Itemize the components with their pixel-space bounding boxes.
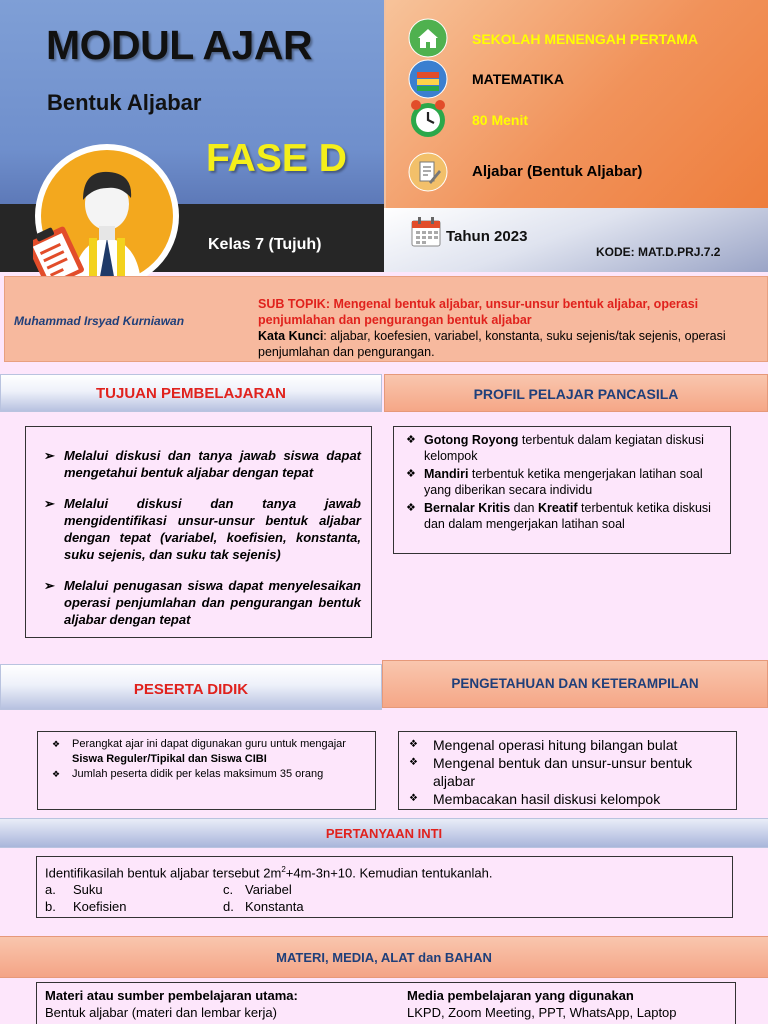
tujuan-item: ➢ Melalui diskusi dan tanya jawab mengidentifikasi unsur-unsur bentuk aljabar dengan tepat (variabel, koefisien, konstanta, suku sejenis, dan suku tak sejenis) (44, 496, 361, 562)
diamond-bullet-icon: ❖ (406, 502, 416, 514)
peserta-item: ❖ Perangkat ajar ini dapat digunakan guru untuk mengajar Siswa Reguler/Tipikal dan Siswa CIBI (52, 738, 346, 765)
keyword-label: Kata Kunci (258, 329, 324, 343)
info-duration: 80 Menit (472, 112, 529, 128)
teacher-avatar-icon (33, 142, 181, 290)
diamond-bullet-icon: ❖ (52, 739, 61, 749)
pertanyaan-box (36, 856, 733, 918)
tujuan-item: ➢ Melalui diskusi dan tanya jawab siswa dapat mengetahui bentuk aljabar dengan tepat (44, 448, 361, 480)
section-pertanyaan-header: PERTANYAAN INTI (0, 818, 768, 848)
kelas-label: Kelas 7 (Tujuh) (208, 236, 322, 253)
materi-right-text: LKPD, Zoom Meeting, PPT, WhatsApp, Laptop (407, 1005, 677, 1020)
alarm-clock-icon (408, 99, 448, 139)
arrow-bullet-icon: ➢ (44, 496, 55, 511)
section-profil-header: PROFIL PELAJAR PANCASILA (384, 374, 768, 412)
materi-right (407, 987, 677, 1021)
diamond-bullet-icon: ❖ (409, 793, 418, 804)
pengetahuan-item: ❖ Mengenal operasi hitung bilangan bulat (409, 737, 678, 753)
book-icon (408, 59, 448, 99)
module-subtitle: Bentuk Aljabar (47, 90, 202, 115)
option-d: d. Konstanta (223, 899, 304, 915)
section-pengetahuan-header: PENGETAHUAN DAN KETERAMPILAN (382, 660, 768, 708)
arrow-bullet-icon: ➢ (44, 448, 55, 463)
pengetahuan-item: ❖ Membacakan hasil diskusi kelompok (409, 791, 661, 807)
materi-right-title: Media pembelajaran yang digunakan (407, 988, 634, 1003)
author-name: Muhammad Irsyad Kurniawan (14, 314, 185, 328)
keyword-text: : aljabar, koefesien, variabel, konstanta, suku sejenis/tak sejenis, operasi penjumlahan dan pengurangan. (258, 329, 726, 359)
section-tujuan-header: TUJUAN PEMBELAJARAN (0, 374, 382, 412)
option-b: b. Koefisien (45, 899, 127, 915)
diamond-bullet-icon: ❖ (409, 757, 418, 768)
year-label: Tahun 2023 (446, 228, 528, 245)
materi-left-title: Materi atau sumber pembelajaran utama: (45, 988, 298, 1003)
subtopic-text: SUB TOPIK: Mengenal bentuk aljabar, unsur-unsur bentuk aljabar, operasi penjumlahan dan pengurangan bentuk aljabar (258, 297, 699, 327)
diamond-bullet-icon: ❖ (52, 769, 61, 779)
tujuan-item: ➢ Melalui penugasan siswa dapat menyelesaikan operasi penjumlahan dan pengurangan bentuk aljabar dengan tepat (44, 578, 361, 627)
diamond-bullet-icon: ❖ (406, 468, 416, 480)
diamond-bullet-icon: ❖ (406, 434, 416, 446)
pengetahuan-item: ❖ Mengenal bentuk dan unsur-unsur bentuk aljabar (409, 755, 693, 789)
diamond-bullet-icon: ❖ (409, 739, 418, 750)
profil-item: ❖ Gotong Royong terbentuk dalam kegiatan diskusi kelompok (406, 433, 704, 463)
peserta-box (37, 731, 376, 810)
arrow-bullet-icon: ➢ (44, 578, 55, 593)
section-materi-header: MATERI, MEDIA, ALAT dan BAHAN (0, 936, 768, 978)
materi-left (45, 987, 298, 1021)
option-c: c. Variabel (223, 882, 292, 898)
fase-label: FASE D (206, 137, 347, 180)
tujuan-box (25, 426, 372, 638)
info-school: SEKOLAH MENENGAH PERTAMA (472, 31, 699, 47)
subtopic-block (258, 296, 768, 360)
calendar-icon (410, 216, 442, 248)
document-edit-icon (408, 152, 448, 192)
profil-box (393, 426, 731, 554)
materi-left-text: Bentuk aljabar (materi dan lembar kerja) (45, 1005, 277, 1020)
info-subject: MATEMATIKA (472, 71, 565, 87)
pengetahuan-box (398, 731, 737, 810)
school-icon (408, 18, 448, 58)
profil-item: ❖ Bernalar Kritis dan Kreatif terbentuk ketika diskusi dan dalam mengerjakan latihan soal (406, 501, 711, 531)
materi-box (36, 982, 736, 1024)
peserta-item: ❖ Jumlah peserta didik per kelas maksimum 35 orang (52, 768, 324, 780)
info-topic: Aljabar (Bentuk Aljabar) (472, 163, 643, 180)
module-code: KODE: MAT.D.PRJ.7.2 (596, 245, 721, 259)
option-a: a. Suku (45, 882, 103, 898)
question-text: Identifikasilah bentuk aljabar tersebut $2m^2+4m-3n+10$. Kemudian tentukanlah. (45, 865, 493, 881)
keyword-line (258, 328, 768, 360)
module-title: MODUL AJAR (46, 22, 313, 68)
profil-item: ❖ Mandiri terbentuk ketika mengerjakan latihan soal yang diberikan secara individu (406, 467, 703, 497)
section-peserta-header: PESERTA DIDIK (0, 664, 382, 710)
